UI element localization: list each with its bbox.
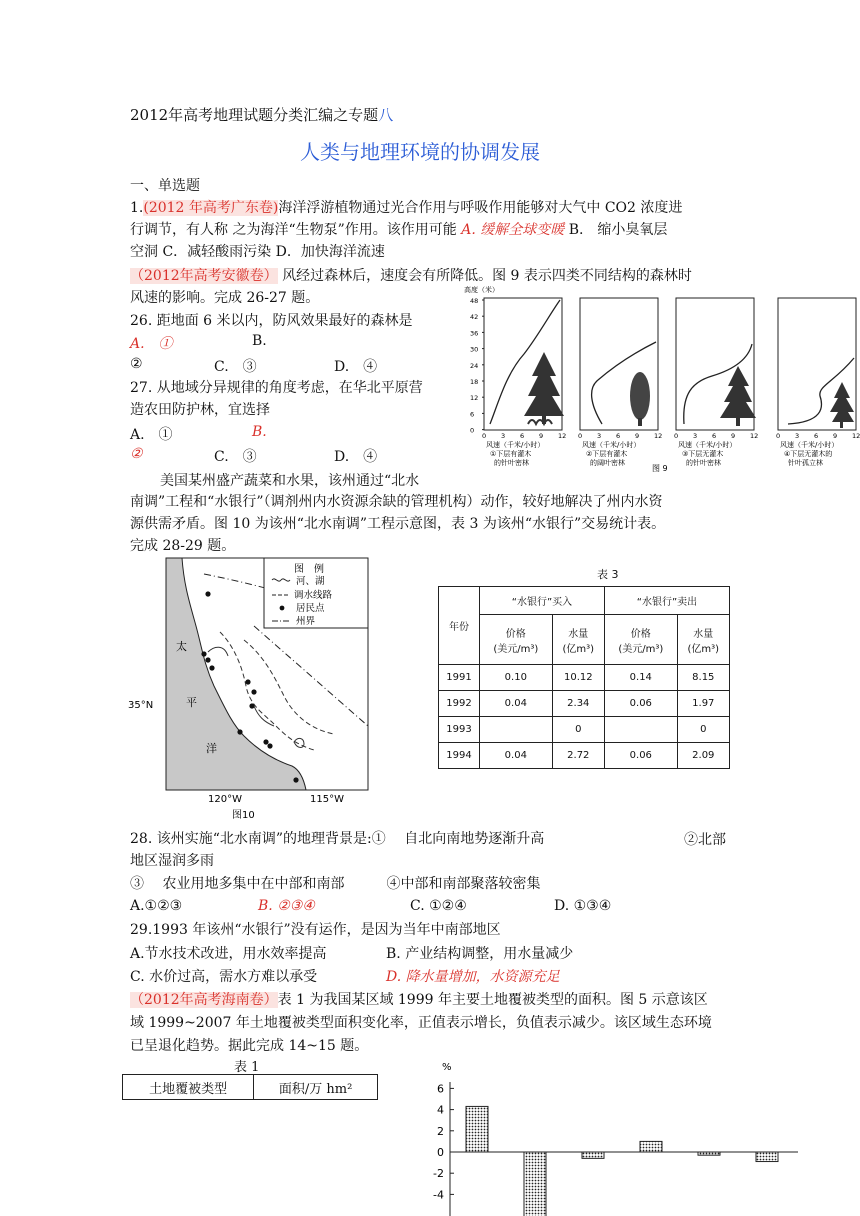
fig9-xtick: 3 bbox=[795, 432, 800, 440]
q27-option-b: B. bbox=[252, 424, 267, 440]
table-cell: 0.06 bbox=[604, 743, 677, 769]
table-cell: 1991 bbox=[439, 665, 480, 691]
table-cell: 1994 bbox=[439, 743, 480, 769]
q26-option-d: D. ④ bbox=[334, 359, 378, 375]
legend-item-settlement: 居民点 bbox=[296, 603, 325, 614]
fig9-xlabel: 风速（千米/小时） bbox=[582, 441, 641, 449]
q26-option-c: C. ③ bbox=[214, 359, 257, 375]
fig9-ytick: 42 bbox=[470, 313, 479, 322]
t1-h-area: 面积/万 hm² bbox=[254, 1075, 378, 1100]
q27-stem2: 造农田防护林，宜选择 bbox=[130, 402, 270, 418]
fig9-xtick: 3 bbox=[693, 432, 698, 440]
q29-option-c: C. 水价过高，需水方难以承受 bbox=[130, 969, 318, 985]
hainan-line2: 域 1999~2007 年土地覆被类型面积变化率，正值表示增长，负值表示减少。该区域生态环境 bbox=[130, 1015, 712, 1031]
fig9-panel-label: 的针叶密林 bbox=[686, 459, 721, 467]
q29-option-a: A.节水技术改进，用水效率提高 bbox=[130, 946, 327, 962]
q28-option-c: C. ①②④ bbox=[410, 898, 467, 914]
q26-option-a: A. ① bbox=[130, 336, 173, 352]
chart-ytick-label: -2 bbox=[433, 1167, 444, 1181]
t3-h-price2: 价格 (美元/m³) bbox=[604, 615, 677, 665]
chart-bar bbox=[640, 1141, 662, 1152]
q29-option-b: B. 产业结构调整，用水量减少 bbox=[386, 946, 574, 962]
table-row bbox=[439, 743, 730, 769]
fig9-ytick: 0 bbox=[470, 426, 475, 435]
lon-label-1: 120°W bbox=[208, 794, 242, 805]
q26-option-b-value: ② bbox=[130, 356, 143, 372]
table3-title: 表 3 bbox=[597, 568, 619, 581]
figure-5-chart bbox=[420, 1056, 820, 1216]
fig9-ytick: 24 bbox=[470, 361, 479, 370]
legend-title: 图 例 bbox=[294, 564, 324, 575]
usa-line2: 南调”工程和“水银行”（调剂州内水资源余缺的管理机构）动作，较好地解决了州内水资 bbox=[130, 494, 663, 510]
fig9-xtick: 9 bbox=[539, 432, 544, 440]
fig9-xtick: 9 bbox=[833, 432, 838, 440]
usa-line1: 美国某州盛产蔬菜和水果，该州通过“北水 bbox=[160, 473, 420, 489]
fig9-xtick: 6 bbox=[520, 432, 525, 440]
fig9-panel-label: 的针叶密林 bbox=[494, 459, 529, 467]
table-row bbox=[439, 691, 730, 717]
table-cell bbox=[604, 717, 677, 743]
fig9-xlabel: 风速（千米/小时） bbox=[486, 441, 545, 449]
fig9-ytick: 36 bbox=[470, 329, 479, 338]
table-cell: 0 bbox=[552, 717, 604, 743]
table-1 bbox=[122, 1074, 378, 1100]
table-cell: 0.04 bbox=[480, 743, 553, 769]
table-cell: 0 bbox=[677, 717, 729, 743]
fig9-panel-label: 的阔叶密林 bbox=[590, 459, 625, 467]
q27-option-d: D. ④ bbox=[334, 449, 378, 465]
q26-option-b: B. bbox=[252, 333, 267, 349]
usa-line3: 源供需矛盾。图 10 为该州“北水南调”工程示意图，表 3 为该州“水银行”交易统计表。 bbox=[130, 516, 666, 532]
chart-ytick-label: 0 bbox=[437, 1146, 444, 1159]
legend-item-river: 河、湖 bbox=[296, 576, 325, 587]
fig9-panel-label: 针叶孤立林 bbox=[788, 459, 823, 467]
table-cell: 1992 bbox=[439, 691, 480, 717]
q28-line1: 28. 该州实施“北水南调”的地理背景是:① 自北向南地势逐渐升高 bbox=[130, 831, 545, 847]
figure-9 bbox=[462, 284, 860, 474]
q1-line1: 1.(2012 年高考广东卷)海洋浮游植物通过光合作用与呼吸作用能够对大气中 CO2 浓度进 bbox=[130, 200, 683, 216]
fig9-ylabel: 高度（米） bbox=[464, 286, 499, 294]
table-row bbox=[439, 665, 730, 691]
chart-ytick-label: 6 bbox=[437, 1082, 444, 1096]
fig9-xlabel: 风速（千米/小时） bbox=[678, 441, 737, 449]
fig9-xtick: 12 bbox=[558, 432, 567, 440]
fig9-xtick: 9 bbox=[635, 432, 640, 440]
fig9-xlabel: 风速（千米/小时） bbox=[780, 441, 839, 449]
fig9-xtick: 6 bbox=[616, 432, 621, 440]
page-title: 人类与地理环境的协调发展 bbox=[300, 140, 540, 164]
fig9-panel-1 bbox=[484, 298, 564, 430]
t3-h-year: 年份 bbox=[439, 587, 480, 665]
q29-option-d: D. 降水量增加，水资源充足 bbox=[386, 969, 560, 985]
table-cell: 1993 bbox=[439, 717, 480, 743]
fig9-xtick: 12 bbox=[654, 432, 663, 440]
usa-line4: 完成 28-29 题。 bbox=[130, 538, 236, 554]
table-cell: 0.14 bbox=[604, 665, 677, 691]
fig9-xtick: 12 bbox=[750, 432, 759, 440]
fig9-panel-4 bbox=[778, 298, 856, 430]
t3-h-price1: 价格 (美元/m³) bbox=[480, 615, 553, 665]
q28-line1-end: ②北部 bbox=[684, 832, 726, 848]
fig10-caption: 图10 bbox=[232, 810, 255, 821]
fig9-panel-2 bbox=[580, 298, 658, 430]
table-cell bbox=[480, 717, 553, 743]
fig9-panel-label: ④下层无灌木的 bbox=[784, 450, 833, 458]
t3-h-buy: “水银行”买入 bbox=[480, 587, 605, 615]
q29-stem: 29.1993 年该州“水银行”没有运作，是因为当年中南部地区 bbox=[130, 922, 501, 938]
anhui-line2: 风速的影响。完成 26-27 题。 bbox=[130, 290, 320, 306]
table-cell: 10.12 bbox=[552, 665, 604, 691]
q27-option-b-value: ② bbox=[130, 446, 143, 462]
q28-option-b: B. ②③④ bbox=[258, 898, 315, 914]
fig9-ytick: 48 bbox=[470, 297, 479, 305]
ocean-char-2: 平 bbox=[186, 696, 197, 709]
t3-h-sell: “水银行”卖出 bbox=[604, 587, 729, 615]
fig9-panel-label: ①下层有灌木 bbox=[490, 450, 532, 458]
legend-item-route: 调水线路 bbox=[294, 590, 333, 601]
fig9-xtick: 12 bbox=[852, 432, 860, 440]
q27-option-a: A. ① bbox=[130, 427, 173, 443]
fig9-xtick: 0 bbox=[482, 432, 487, 440]
fig9-yticks bbox=[470, 297, 484, 435]
table1-title: 表 1 bbox=[234, 1060, 260, 1075]
fig9-xtick: 3 bbox=[501, 432, 506, 440]
chart-bar bbox=[698, 1152, 720, 1155]
table-cell: 2.09 bbox=[677, 743, 729, 769]
lon-label-2: 115°W bbox=[310, 794, 344, 805]
lat-label: 35°N bbox=[128, 700, 154, 711]
q28-option-a: A.①②③ bbox=[130, 898, 183, 914]
q1-line2: 行调节，有人称 之为海洋“生物泵”作用。该作用可能 A. 缓解全球变暖 B. 缩小臭氧层 bbox=[130, 222, 668, 238]
table-cell: 0.04 bbox=[480, 691, 553, 717]
ocean-char-1: 太 bbox=[176, 640, 187, 653]
table-cell: 1.97 bbox=[677, 691, 729, 717]
table-cell: 0.10 bbox=[480, 665, 553, 691]
hainan-line3: 已呈退化趋势。据此完成 14~15 题。 bbox=[130, 1038, 369, 1054]
chart-ytick-label: 4 bbox=[437, 1103, 444, 1117]
fig9-xtick: 0 bbox=[578, 432, 583, 440]
doc-heading: 2012年高考地理试题分类汇编之专题八 bbox=[130, 106, 394, 124]
anhui-line1: （2012年高考安徽卷） 风经过森林后，速度会有所降低。图 9 表示四类不同结构的森林时 bbox=[130, 268, 692, 284]
chart-ytick-label: 2 bbox=[437, 1124, 444, 1138]
table-3 bbox=[438, 586, 730, 769]
q28-line2: 地区湿润多雨 bbox=[130, 853, 214, 869]
q1-line3: 空洞 C．减轻酸雨污染 D．加快海洋流速 bbox=[130, 244, 385, 260]
figure-10-map bbox=[124, 556, 374, 822]
fig9-xtick: 9 bbox=[731, 432, 736, 440]
fig9-panel-label: ③下层无灌木 bbox=[682, 450, 724, 458]
q28-line3: ③ 农业用地多集中在中部和南部 ④中部和南部聚落较密集 bbox=[130, 876, 541, 892]
chart-ylabel: % bbox=[442, 1062, 452, 1073]
fig9-xtick: 3 bbox=[597, 432, 602, 440]
fig9-xtick: 0 bbox=[674, 432, 679, 440]
fig9-panel-3 bbox=[676, 298, 756, 430]
table-cell: 8.15 bbox=[677, 665, 729, 691]
hainan-line1: （2012年高考海南卷）表 1 为我国某区域 1999 年主要土地覆被类型的面积。图 5 示意该区 bbox=[130, 992, 708, 1008]
q27-option-c: C. ③ bbox=[214, 449, 257, 465]
t3-h-vol2: 水量 (亿m³) bbox=[677, 615, 729, 665]
fig9-panel-label: ②下层有灌木 bbox=[586, 450, 628, 458]
fig9-ytick: 30 bbox=[470, 345, 479, 354]
chart-bar bbox=[582, 1152, 604, 1158]
fig9-xtick: 0 bbox=[776, 432, 781, 440]
fig9-ytick: 18 bbox=[470, 378, 479, 386]
ocean-char-3: 洋 bbox=[206, 742, 217, 755]
q26-stem: 26. 距地面 6 米以内，防风效果最好的森林是 bbox=[130, 313, 413, 329]
section-label: 一、单选题 bbox=[130, 178, 200, 194]
chart-ytick-label: -4 bbox=[433, 1188, 444, 1202]
fig9-ytick: 6 bbox=[470, 410, 475, 419]
table-cell: 2.72 bbox=[552, 743, 604, 769]
q28-option-d: D. ①③④ bbox=[554, 898, 612, 914]
fig9-xtick: 6 bbox=[712, 432, 717, 440]
table-cell: 0.06 bbox=[604, 691, 677, 717]
fig9-caption: 图 9 bbox=[652, 464, 668, 473]
chart-bar bbox=[466, 1106, 488, 1152]
chart-bar bbox=[756, 1152, 778, 1162]
fig9-ytick: 12 bbox=[470, 394, 479, 403]
table-cell: 2.34 bbox=[552, 691, 604, 717]
fig9-xtick: 6 bbox=[814, 432, 819, 440]
legend-item-border: 州界 bbox=[296, 616, 316, 627]
chart-bar bbox=[524, 1152, 546, 1216]
t3-h-vol1: 水量 (亿m³) bbox=[552, 615, 604, 665]
table-row bbox=[439, 717, 730, 743]
t1-h-type: 土地覆被类型 bbox=[123, 1075, 254, 1100]
q27-stem1: 27. 从地域分异规律的角度考虑，在华北平原营 bbox=[130, 380, 423, 396]
